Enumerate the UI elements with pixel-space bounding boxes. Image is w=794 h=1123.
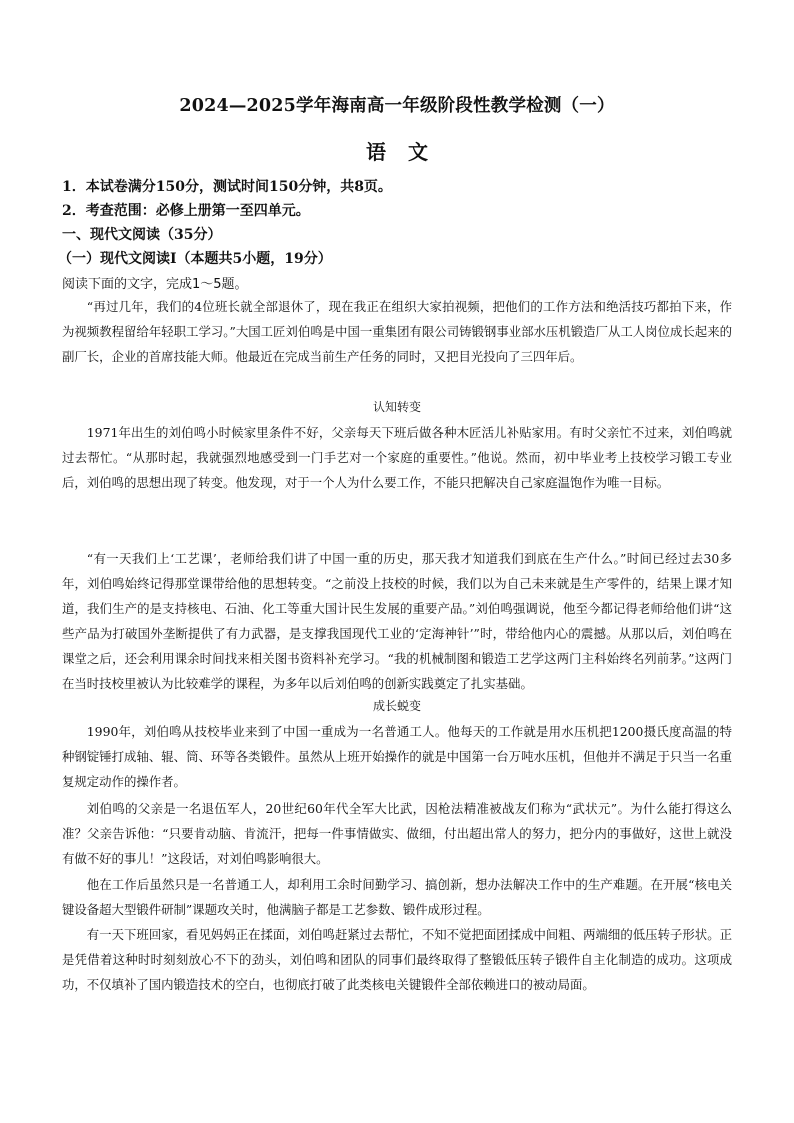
article-paragraph-4: 1990年，刘伯鸣从技校毕业来到了中国一重成为一名普通工人。他每天的工作就是用水压机把1200摄氏度高温的特种钢锭锤打成轴、辊、筒、环等各类锻件。虽然从上班开始操作的就是中国第一台万吨水压机，但他并不满足于只当一名重复规定动作的操作者。 [62, 724, 732, 789]
article-paragraph-1: “再过几年，我们的4位班长就全部退休了，现在我正在组织大家拍视频，把他们的工作方法和绝活技巧都拍下来，作为视频教程留给年轻职工学习。”大国工匠刘伯鸣是中国一重集团有限公司铸锻钢事业部水压机锻造厂从工人岗位成长起来的副厂长，企业的首席技能大师。他最近在完成当前生产任务的同时，又把目光投向了三四年后。 [62, 299, 732, 364]
article-paragraph-2: 1971年出生的刘伯鸣小时候家里条件不好，父亲每天下班后做各种木匠活儿补贴家用。有时父亲忙不过来，刘伯鸣就过去帮忙。“从那时起，我就强烈地感受到一门手艺对一个家庭的重要性。”他说。然而，初中毕业考上技校学习锻工专业后，刘伯鸣的思想出现了转变。他发现，对于一个人为什么要工作，不能只把解决自己家庭温饱作为唯一目标。 [62, 425, 732, 490]
article-paragraph-3: “有一天我们上‘工艺课’，老师给我们讲了中国一重的历史，那天我才知道我们到底在生产什么。”时间已经过去30多年，刘伯鸣始终记得那堂课带给他的思想转变。“之前没上技校的时候，我们以为自己未来就是生产零件的，结果上课才知道，我们生产的是支持核电、石油、化工等重大国计民生发展的重要产品。”刘伯鸣强调说，他至今都记得老师给他们讲“这些产品为打破国外垄断提供了有力武器，是支撑我国现代工业的‘定海神针’”时，带给他内心的震撼。从那以后，刘伯鸣在课堂之后，还会利用课余时间找来相关图书资料补充学习。“我的机械制图和锻造工艺学这两门主科始终名列前茅。”这两门在当时技校里被认为比较难学的课程，为多年以后刘伯鸣的创新实践奠定了扎实基础。 [62, 551, 732, 691]
reading-instruction: 阅读下面的文字，完成1～5题。 [62, 277, 248, 292]
note-2: 2．考查范围：必修上册第一至四单元。 [62, 203, 310, 219]
article-paragraph-6: 他在工作后虽然只是一名普通工人，却利用工余时间勤学习、搞创新，想办法解决工作中的生产难题。在开展“核电关键设备超大型锻件研制”课题攻关时，他满脑子都是工艺参数、锻件成形过程。 [62, 877, 732, 917]
article-paragraph-5: 刘伯鸣的父亲是一名退伍军人，20世纪60年代全军大比武，因枪法精准被战友们称为“武状元”。为什么能打得这么准？父亲告诉他：“只要肯动脑、肯流汗，把每一件事情做实、做细，付出超出常人的努力，把分内的事做好，这世上就没有做不好的事儿！”这段话，对刘伯鸣影响很大。 [62, 801, 732, 866]
article-heading-2: 成长蜕变 [372, 699, 421, 713]
exam-title: 2024—2025学年海南高一年级阶段性教学检测（一） [179, 96, 615, 116]
subject-title: 语文 [366, 140, 450, 164]
note-1: 1．本试卷满分150分，测试时间150分钟，共8页。 [62, 179, 392, 195]
article-heading-1: 认知转变 [372, 400, 421, 414]
article-paragraph-7: 有一天下班回家，看见妈妈正在揉面，刘伯鸣赶紧过去帮忙，不知不觉把面团揉成中间粗、两端细的低压转子形状。正是凭借着这种时时刻刻放心不下的劲头，刘伯鸣和团队的同事们最终取得了整锻低压转子锻件自主化制造的成功。这项成功，不仅填补了国内锻造技术的空白，也彻底打破了此类核电关键锻件全部依赖进口的被动局面。 [62, 927, 732, 992]
section-title: 一、现代文阅读（35分） [62, 227, 222, 243]
sub-section-title: （一）现代文阅读Ⅰ（本题共5小题，19分） [58, 251, 332, 267]
